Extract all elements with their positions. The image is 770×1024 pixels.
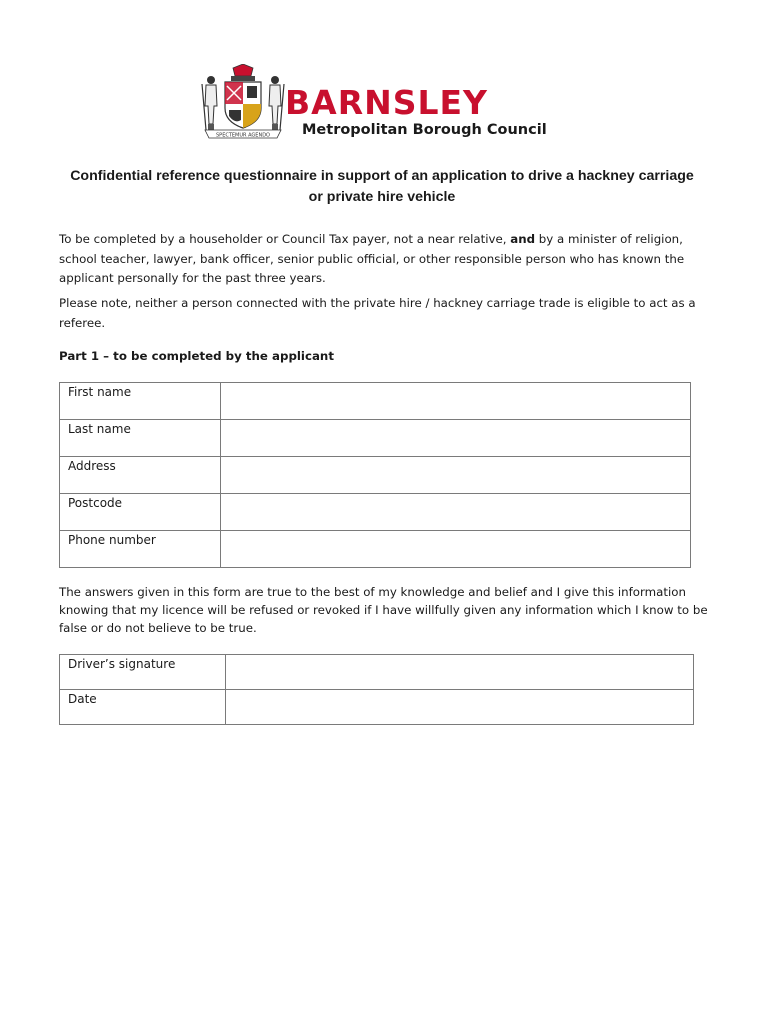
table-row [60,457,691,494]
postcode-field[interactable] [221,494,691,531]
org-subtitle: Metropolitan Borough Council [302,122,547,138]
table-row [60,655,694,690]
field-label: Driver’s signature [60,655,226,690]
page-title-line2: or private hire vehicle [308,189,456,205]
signature-table [59,654,694,725]
field-label: Last name [60,420,221,457]
field-label: Phone number [60,531,221,568]
declaration-paragraph: The answers given in this form are true to the best of my knowledge and belief and I give this information knowing that my licence will be refused or revoked if I have willfully given any information which I know to be false or do not believe to be true. [59,585,708,635]
field-label: Postcode [60,494,221,531]
applicant-details-table [59,382,691,568]
coat-of-arms-icon [197,64,289,140]
date-field[interactable] [226,690,694,725]
crest-motto: SPECTEMUR AGENDO [216,132,270,139]
first-name-field[interactable] [221,383,691,420]
last-name-field[interactable] [221,420,691,457]
table-row [60,420,691,457]
field-label: Date [60,690,226,725]
part1-heading: Part 1 – to be completed by the applicant [59,349,334,363]
org-name: BARNSLEY [285,83,488,122]
page-title-line1: Confidential reference questionnaire in support of an application to drive a hackney carriage [70,168,694,184]
table-row [60,690,694,725]
address-field[interactable] [221,457,691,494]
intro-text-1: To be completed by a householder or Council Tax payer, not a near relative, [59,232,511,246]
intro-paragraph [59,230,709,289]
intro-emphasis: and [510,232,536,246]
table-row [60,531,691,568]
page-title [40,166,724,208]
table-row [60,383,691,420]
council-logo [197,64,577,144]
note-paragraph: Please note, neither a person connected with the private hire / hackney carriage trade is eligible to act as a referee. [59,296,696,330]
field-label: First name [60,383,221,420]
intro-text-2: by a minister of religion, school teacher, lawyer, bank officer, senior public official, or other responsible person who has known the applicant personally for the past three years. [59,232,685,285]
phone-number-field[interactable] [221,531,691,568]
field-label: Address [60,457,221,494]
table-row [60,494,691,531]
driver-signature-field[interactable] [226,655,694,690]
